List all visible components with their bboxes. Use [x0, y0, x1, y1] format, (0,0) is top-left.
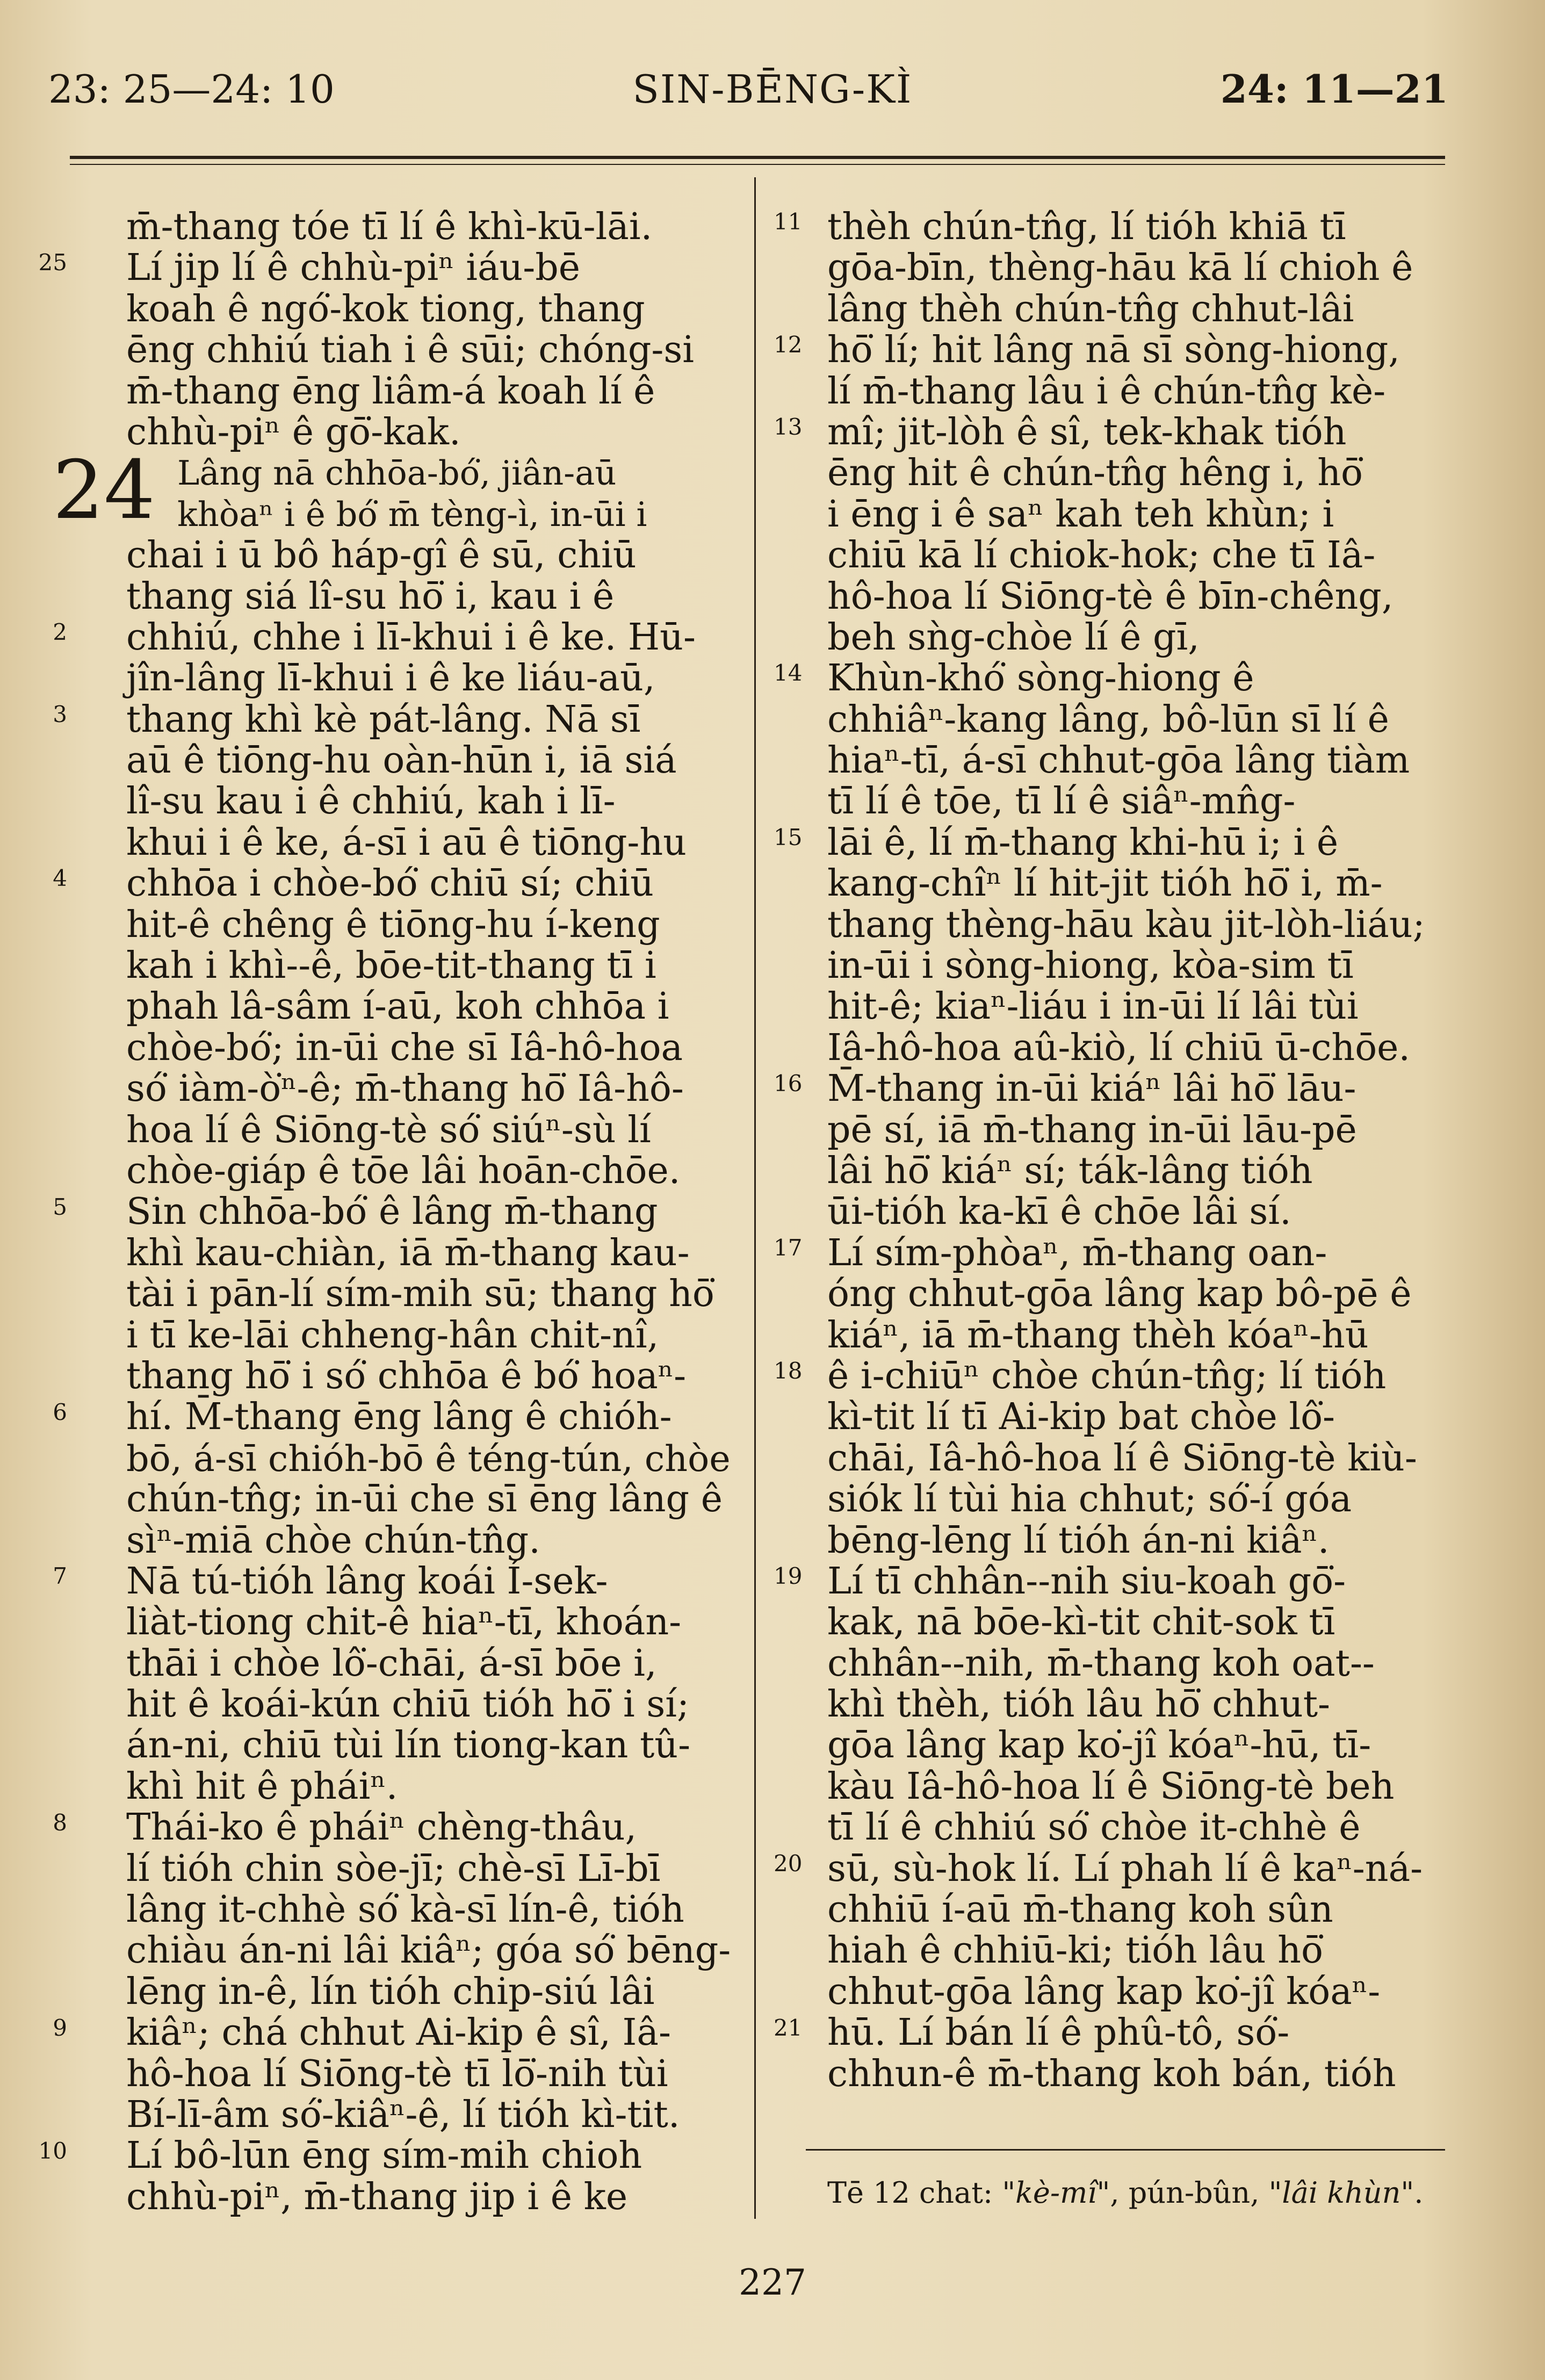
text-line: kah i khì--ê, bōe-tit-thang tī i [126, 944, 656, 987]
text-line: chòe-bó͘; in-ūi che sī Iâ-hô-hoa [126, 1026, 683, 1069]
text-line: in-ūi i sòng-hiong, kòa-sim tī [827, 944, 1354, 987]
text-line: khì thèh, tióh lâu hō͘ chhut- [827, 1683, 1330, 1726]
text-line: beh sǹg-chòe lí ê gī, [827, 616, 1200, 659]
text-line: chún-tn̂g; in-ūi che sī ēng lâng ê [126, 1478, 723, 1521]
verse-number: 6 [53, 1398, 67, 1425]
text-line: thang khì kè pát-lâng. Nā sī [126, 698, 641, 741]
text-line: Bí-lī-âm só͘-kiâⁿ-ê, lí tióh kì-tit. [126, 2093, 680, 2136]
text-line: Lí tī chhân--nih siu-koah gō͘- [827, 1560, 1346, 1603]
footnote-suffix: . [1414, 2176, 1424, 2210]
text-line: Sin chhōa-bó͘ ê lâng m̄-thang [126, 1191, 658, 1234]
text-line: chiàu án-ni lâi kiâⁿ; góa só͘ bēng- [126, 1929, 731, 1972]
text-line: hô-hoa lí Siōng-tè tī lō͘-nih tùi [126, 2052, 668, 2095]
footnote-term-original: "kè-mî" [1002, 2176, 1110, 2210]
text-line: liàt-tiong chit-ê hiaⁿ-tī, khoán- [126, 1601, 682, 1644]
verse-number: 10 [38, 2137, 67, 2164]
text-line: chhun-ê m̄-thang koh bán, tióh [827, 2052, 1396, 2095]
text-line: Iâ-hô-hoa aû-kiò, lí chiū ū-chōe. [827, 1026, 1411, 1069]
text-line: lâng it-chhè só͘ kà-sī lín-ê, tióh [126, 1888, 684, 1931]
text-line: gōa-bīn, thèng-hāu kā lí chioh ê [827, 247, 1413, 290]
text-line: chiū kā lí chiok-hok; che tī Iâ- [827, 534, 1376, 577]
text-line: hit-ê chêng ê tiōng-hu í-keng [126, 903, 660, 946]
text-line: chhiū í-aū m̄-thang koh sûn [827, 1888, 1333, 1931]
verse-number: 17 [774, 1235, 803, 1261]
text-line: tī lí ê chhiú só͘ chòe it-chhè ê [827, 1806, 1361, 1849]
verse-number: 19 [774, 1563, 803, 1590]
text-line: tài i pān-lí sím-mih sū; thang hō͘ [126, 1273, 714, 1316]
text-line: khì kau-chiàn, iā m̄-thang kau- [126, 1231, 690, 1274]
text-line: án-ni, chiū tùi lín tiong-kan tû- [126, 1724, 691, 1767]
text-line: ēng hit ê chún-tn̂g hêng i, hō͘ [827, 452, 1363, 495]
text-line: chhiâⁿ-kang lâng, bô-lūn sī lí ê [827, 698, 1389, 741]
text-line: chhù-piⁿ, m̄-thang jip i ê ke [126, 2175, 628, 2218]
text-line: i tī ke-lāi chheng-hân chit-nî, [126, 1314, 659, 1357]
chapter-number: 24 [53, 444, 155, 537]
text-line: khì hit ê pháiⁿ. [126, 1765, 398, 1808]
text-line: sìⁿ-miā chòe chún-tn̂g. [126, 1519, 540, 1562]
verse-number: 3 [53, 701, 67, 727]
text-line: bō, á-sī chióh-bō ê téng-tún, chòe [126, 1437, 731, 1480]
text-line: thang thèng-hāu kàu jit-lòh-liáu; [827, 903, 1425, 946]
text-line: hô-hoa lí Siōng-tè ê bīn-chêng, [827, 575, 1394, 618]
footnote-prefix: Tē 12 chat: [827, 2176, 993, 2210]
text-line: jîn-lâng lī-khui i ê ke liáu-aū, [126, 657, 655, 700]
text-line: lâng thèh chún-tn̂g chhut-lâi [827, 287, 1354, 330]
verse-number: 16 [774, 1070, 803, 1097]
verse-number: 9 [53, 2014, 67, 2041]
text-line: khòaⁿ i ê bó͘ m̄ tèng-ì, in-ūi i [177, 494, 647, 534]
text-line: Lí jip lí ê chhù-piⁿ iáu-bē [126, 247, 581, 290]
text-line: pē sí, iā m̄-thang in-ūi lāu-pē [827, 1108, 1357, 1151]
text-line: hiah ê chhiū-ki; tióh lâu hō͘ [827, 1929, 1323, 1972]
footnote-rule [806, 2149, 1445, 2151]
footnote [827, 2176, 1445, 2210]
text-line: thèh chún-tn̂g, lí tióh khiā tī [827, 206, 1346, 248]
text-line: só͘ iàm-ò͘ⁿ-ê; m̄-thang hō͘ Iâ-hô- [126, 1068, 684, 1110]
text-line: lî-su kau i ê chhiú, kah i lī- [126, 780, 616, 823]
verse-number: 8 [53, 1809, 67, 1836]
text-line: chai i ū bô háp-gî ê sū, chiū [126, 534, 637, 577]
verse-number: 2 [53, 619, 67, 645]
text-line: kì-tit lí tī Ai-kip bat chòe lô͘- [827, 1396, 1335, 1439]
text-line: lí tióh chin sòe-jī; chè-sī Lī-bī [126, 1847, 661, 1890]
text-line: kàu Iâ-hô-hoa lí ê Siōng-tè beh [827, 1765, 1395, 1808]
verse-number: 11 [774, 208, 803, 235]
right-column [827, 207, 1445, 2095]
text-line: Thái-ko ê pháiⁿ chèng-thâu, [126, 1806, 637, 1849]
footnote-middle: , pún-bûn, [1110, 2176, 1260, 2210]
text-line: koah ê ngó͘-kok tiong, thang [126, 287, 645, 330]
text-line: Lí sím-phòaⁿ, m̄-thang oan- [827, 1231, 1327, 1274]
text-line: kiâⁿ; chá chhut Ai-kip ê sî, Iâ- [126, 2011, 671, 2054]
text-line: ūi-tióh ka-kī ê chōe lâi sí. [827, 1191, 1291, 1234]
text-line: lāi ê, lí m̄-thang khi-hū i; i ê [827, 821, 1339, 864]
verse-number: 4 [53, 865, 67, 892]
text-line: chhù-piⁿ ê gō͘-kak. [126, 410, 461, 453]
text-line: thāi i chòe lô͘-chāi, á-sī bōe i, [126, 1642, 657, 1685]
verse-number: 20 [774, 1850, 803, 1877]
text-line: hū. Lí bán lí ê phû-tô, só͘- [827, 2011, 1290, 2054]
verse-number: 21 [774, 2014, 803, 2041]
verse-number: 18 [774, 1358, 803, 1384]
text-line: aū ê tiōng-hu oàn-hūn i, iā siá [126, 739, 677, 782]
verse-number: 12 [774, 331, 803, 358]
text-line: Khùn-khó͘ sòng-hiong ê [827, 657, 1254, 700]
text-line: thang hō͘ i só͘ chhōa ê bó͘ hoaⁿ- [126, 1354, 687, 1397]
header-rule [70, 156, 1445, 159]
text-line: hit-ê; kiaⁿ-liáu i in-ūi lí lâi tùi [827, 985, 1359, 1028]
text-line: lēng in-ê, lín tióh chip-siú lâi [126, 1970, 655, 2013]
text-line: chhut-gōa lâng kap ko͘-jî kóaⁿ- [827, 1970, 1381, 2013]
text-line: hí. M̄-thang ēng lâng ê chióh- [126, 1396, 672, 1439]
verse-number: 7 [53, 1563, 67, 1590]
text-line: M̄-thang in-ūi kiáⁿ lâi hō͘ lāu- [827, 1068, 1356, 1110]
text-line: kak, nā bōe-kì-tit chit-sok tī [827, 1601, 1335, 1644]
text-line: thang siá lî-su hō͘ i, kau i ê [126, 575, 615, 618]
left-column [126, 207, 731, 2218]
footnote-term-alternate: "lâi khùn" [1268, 2176, 1414, 2210]
page-number: 227 [739, 2262, 806, 2303]
text-line: hoa lí ê Siōng-tè só͘ siúⁿ-sù lí [126, 1108, 651, 1151]
text-line: m̄-thang ēng liâm-á koah lí ê [126, 370, 655, 413]
text-line: hō͘ lí; hit lâng nā sī sòng-hiong, [827, 329, 1400, 372]
text-line: khui i ê ke, á-sī i aū ê tiōng-hu [126, 821, 687, 864]
text-line: kang-chîⁿ lí hit-jit tióh hō͘ i, m̄- [827, 862, 1383, 905]
text-line: siók lí tùi hia chhut; só͘-í góa [827, 1478, 1352, 1521]
header-left-reference: 23: 25—24: 10 [48, 67, 335, 112]
header-book-title: SIN-BĒNG-KÌ [632, 67, 913, 112]
text-line: lâi hō͘ kiáⁿ sí; ták-lâng tióh [827, 1149, 1313, 1192]
verse-number: 5 [53, 1193, 67, 1220]
column-divider [754, 177, 756, 2219]
text-line: Lâng nā chhōa-bó͘, jiân-aū [177, 453, 617, 493]
text-line: ê i-chiūⁿ chòe chún-tn̂g; lí tióh [827, 1354, 1387, 1397]
text-line: i ēng i ê saⁿ kah teh khùn; i [827, 493, 1334, 536]
text-line: bēng-lēng lí tióh án-ni kiâⁿ. [827, 1519, 1330, 1562]
text-line: Nā tú-tióh lâng koái Í-sek- [126, 1560, 608, 1603]
text-line: sū, sù-hok lí. Lí phah lí ê kaⁿ-ná- [827, 1847, 1423, 1890]
text-line: ēng chhiú tiah i ê sūi; chóng-si [126, 329, 694, 372]
text-line: mî; jit-lòh ê sî, tek-khak tióh [827, 410, 1347, 453]
text-line: hiaⁿ-tī, á-sī chhut-gōa lâng tiàm [827, 739, 1410, 782]
text-line: phah lâ-sâm í-aū, koh chhōa i [126, 985, 669, 1028]
text-line: tī lí ê tōe, tī lí ê siâⁿ-mn̂g- [827, 780, 1296, 823]
header-rule-thin [70, 164, 1445, 165]
text-line: lí m̄-thang lâu i ê chún-tn̂g kè- [827, 370, 1386, 413]
text-line: chāi, Iâ-hô-hoa lí ê Siōng-tè kiù- [827, 1437, 1417, 1480]
text-line: chòe-giáp ê tōe lâi hoān-chōe. [126, 1149, 681, 1192]
text-line: chhōa i chòe-bó͘ chiū sí; chiū [126, 862, 654, 905]
header-right-reference: 24: 11—21 [1220, 66, 1448, 112]
verse-number: 14 [774, 660, 803, 687]
verse-number: 15 [774, 824, 803, 850]
text-line: kiáⁿ, iā m̄-thang thèh kóaⁿ-hū [827, 1314, 1369, 1357]
verse-number: 13 [774, 414, 803, 440]
text-line: óng chhut-gōa lâng kap bô-pē ê [827, 1273, 1412, 1316]
text-line: hit ê koái-kún chiū tióh hō͘ i sí; [126, 1683, 689, 1726]
text-line: Lí bô-lūn ēng sím-mih chioh [126, 2134, 642, 2177]
text-line: m̄-thang tóe tī lí ê khì-kū-lāi. [126, 206, 653, 248]
verse-number: 25 [38, 249, 67, 276]
text-line: chhân--nih, m̄-thang koh oat-- [827, 1642, 1375, 1685]
text-line: chhiú, chhe i lī-khui i ê ke. Hū- [126, 616, 696, 659]
text-line: gōa lâng kap ko͘-jî kóaⁿ-hū, tī- [827, 1724, 1371, 1767]
